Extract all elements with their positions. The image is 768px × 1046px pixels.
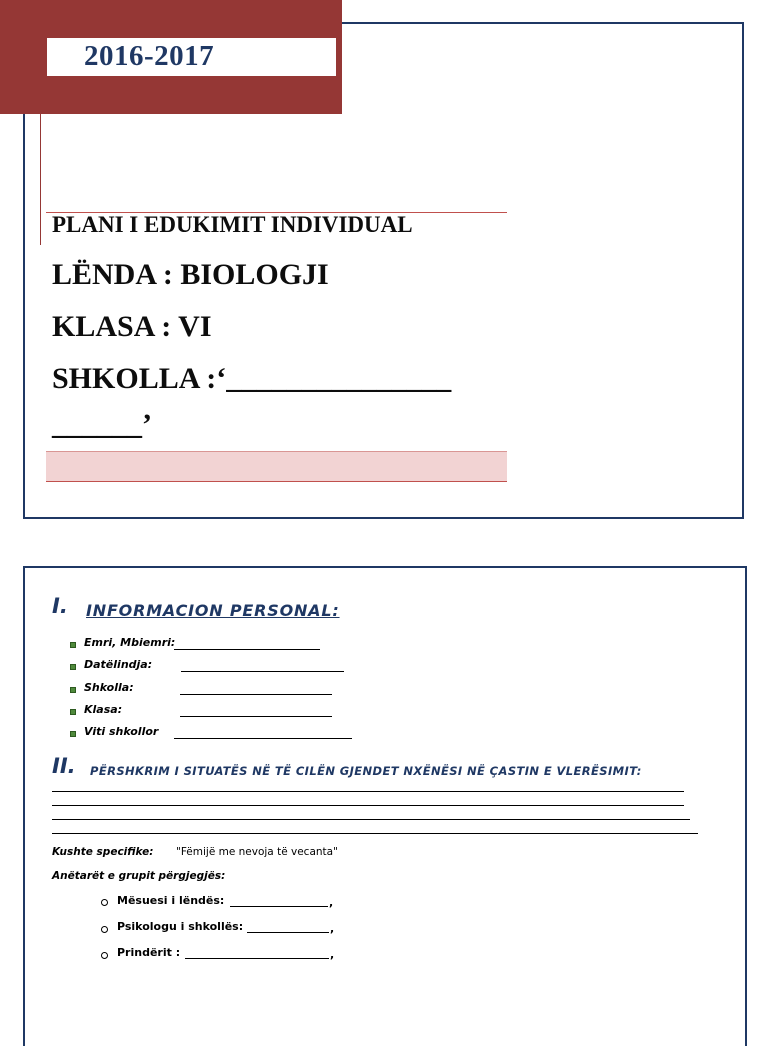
circle-bullet-icon xyxy=(101,899,108,906)
description-line[interactable] xyxy=(52,791,684,792)
bullet-icon xyxy=(70,687,76,693)
field-school-label: Shkolla: xyxy=(84,681,134,694)
field-name-label: Emri, Mbiemri: xyxy=(84,636,176,649)
field-class-blank[interactable] xyxy=(180,716,332,717)
circle-bullet-icon xyxy=(101,952,108,959)
bullet-icon xyxy=(70,709,76,715)
member-teacher-comma: , xyxy=(329,896,334,909)
plan-title: PLANI I EDUKIMIT INDIVIDUAL xyxy=(52,212,413,237)
field-birthdate-blank[interactable] xyxy=(181,671,344,672)
subject-line: LËNDA : BIOLOGJI xyxy=(52,258,329,291)
school-line: SHKOLLA :‘_______________ xyxy=(52,362,452,395)
conditions-label: Kushte specifike: xyxy=(52,846,154,858)
member-psychologist-comma: , xyxy=(330,922,335,935)
bullet-icon xyxy=(70,664,76,670)
member-psychologist-label: Psikologu i shkollës: xyxy=(117,920,244,933)
field-name-blank[interactable] xyxy=(174,649,320,650)
conditions-value: "Fëmijë me nevoja të vecanta" xyxy=(176,846,338,858)
group-label: Anëtarët e grupit përgjegjës: xyxy=(52,870,226,882)
member-psychologist-blank[interactable] xyxy=(247,932,329,933)
bullet-icon xyxy=(70,731,76,737)
description-line[interactable] xyxy=(52,833,698,834)
member-teacher-blank[interactable] xyxy=(230,906,328,907)
decorative-bar xyxy=(46,451,507,482)
bullet-icon xyxy=(70,642,76,648)
description-line[interactable] xyxy=(52,805,684,806)
field-school-blank[interactable] xyxy=(180,694,332,695)
circle-bullet-icon xyxy=(101,926,108,933)
field-year-blank[interactable] xyxy=(174,738,352,739)
description-line[interactable] xyxy=(52,819,690,820)
field-birthdate-label: Datëlindja: xyxy=(84,658,153,671)
field-class-label: Klasa: xyxy=(84,703,123,716)
field-year-label: Viti shkollor xyxy=(84,725,159,738)
member-parents-blank[interactable] xyxy=(185,958,329,959)
class-line: KLASA : VI xyxy=(52,310,212,343)
section-1-number: I. xyxy=(52,594,68,618)
member-parents-comma: , xyxy=(330,948,335,961)
school-line-continuation: ______’ xyxy=(52,408,152,441)
section-2-title: PËRSHKRIM I SITUATËS NË TË CILËN GJENDET NXËNËSI NË ÇASTIN E VLERËSIMIT: xyxy=(90,764,642,778)
member-parents-label: Prindërit : xyxy=(117,946,181,959)
vertical-accent-line xyxy=(40,0,41,245)
member-teacher-label: Mësuesi i lëndës: xyxy=(117,894,225,907)
school-year: 2016-2017 xyxy=(84,40,215,72)
section-2-number: II. xyxy=(52,754,76,778)
section-1-title: INFORMACION PERSONAL: xyxy=(86,601,340,620)
